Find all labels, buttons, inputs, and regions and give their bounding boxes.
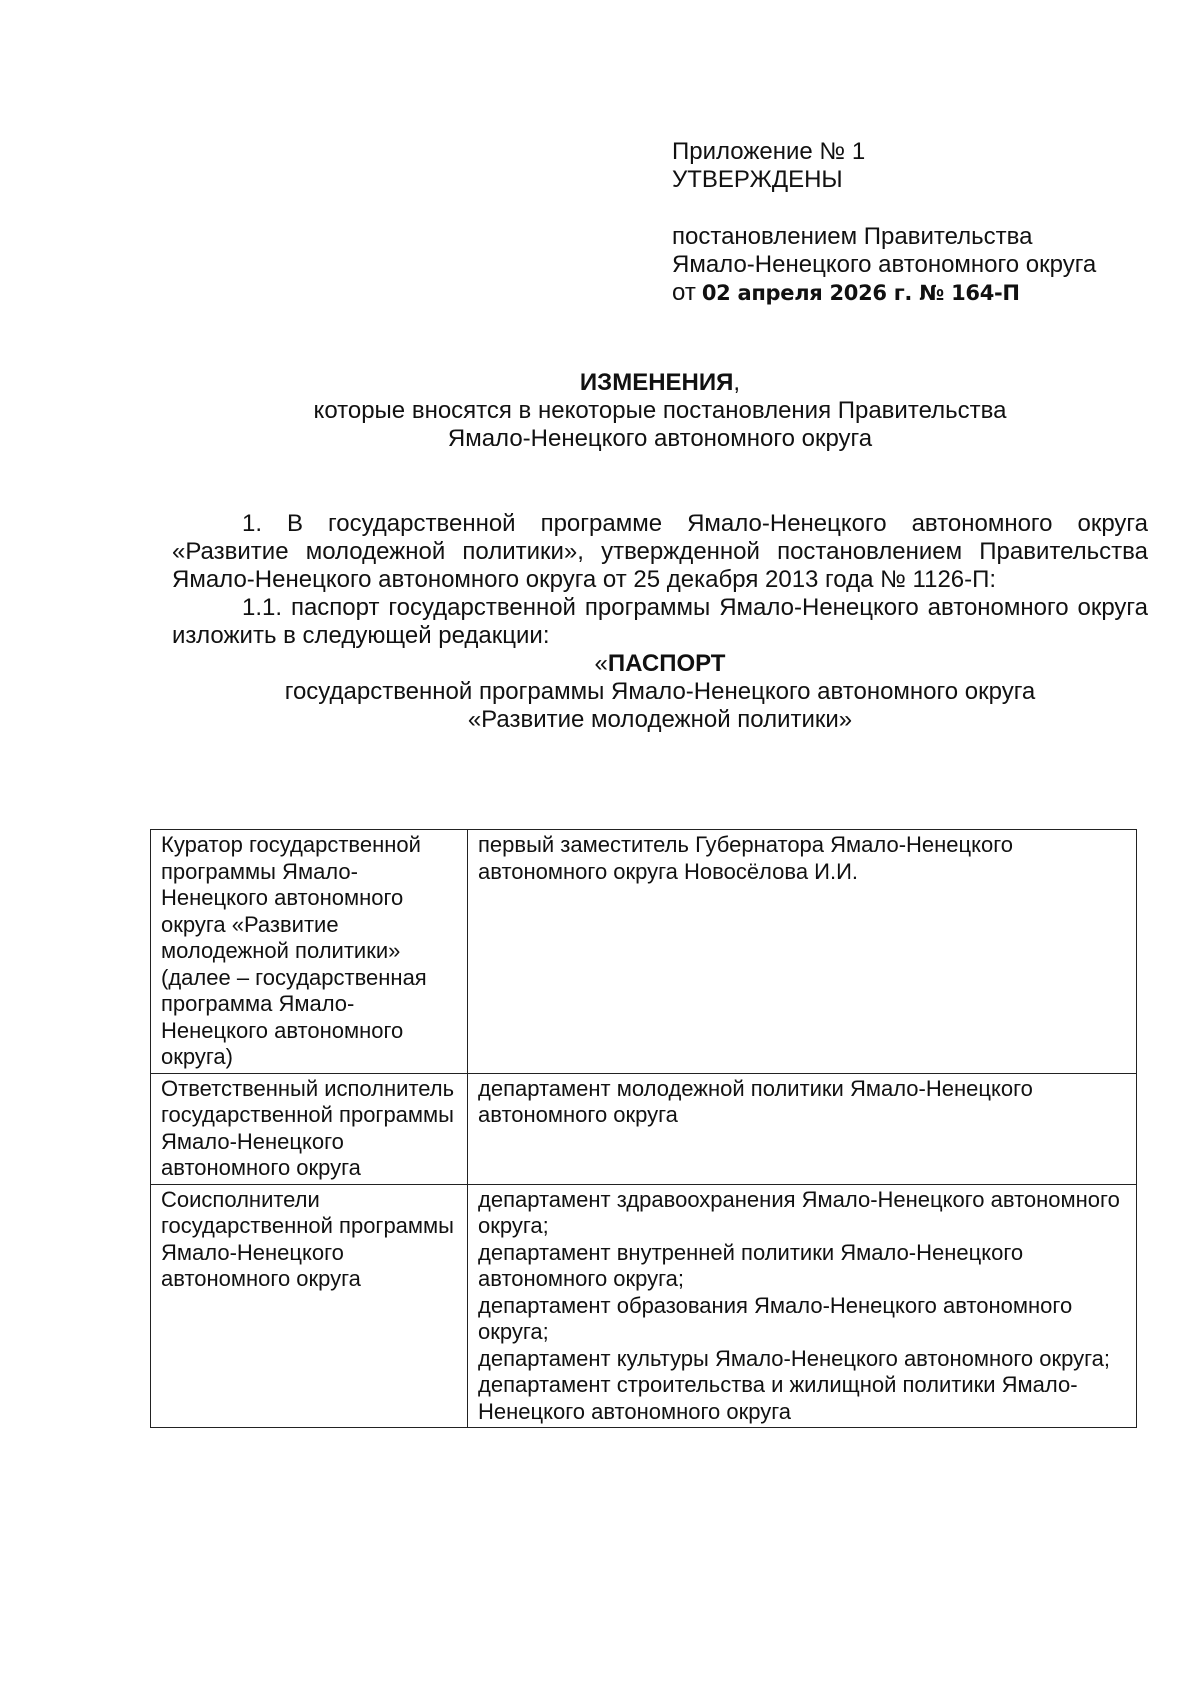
passport-title: ПАСПОРТ [607,650,726,677]
value-line: департамент молодежной политики Ямало-Ненецкого автономного округа [478,1075,1033,1127]
approval-stamp [672,138,1172,307]
value-line: первый заместитель Губернатора Ямало-Ненецкого автономного округа Новосёлова И.И. [478,832,1014,884]
value-line: департамент культуры Ямало-Ненецкого автономного округа; [478,1345,1110,1371]
value-line: департамент образования Ямало-Ненецкого автономного округа; [478,1292,1073,1344]
row-label-curator: Куратор государственной программы Ямало-Ненецкого автономного округа «Развитие молодежной политики» (далее – государственная программа Ямало-Ненецкого автономного округа) [151,830,468,1074]
approved-label: УТВЕРЖДЕНЫ [672,166,843,193]
row-label-coexecutors: Соисполнители государственной программы Ямало-Ненецкого автономного округа [151,1184,468,1428]
passport-title-block [172,650,1148,734]
value-line: департамент здравоохранения Ямало-Ненецкого автономного округа; [478,1186,1120,1238]
approval-spacer [672,194,1172,223]
heading-title-line [170,369,1150,397]
table-row [151,1073,1137,1184]
value-line: департамент строительства и жилищной политики Ямало-Ненецкого автономного округа [478,1372,1078,1424]
table-row [151,1184,1137,1428]
heading-subtitle-line-2: Ямало-Ненецкого автономного округа [447,425,873,452]
document-body [172,510,1148,734]
decree-prefix: от [672,279,696,306]
row-label-responsible: Ответственный исполнитель государственной программы Ямало-Ненецкого автономного округа [151,1073,468,1184]
decree-date-number: 02 апреля 2026 г. № 164-П [701,281,1020,305]
row-value-curator [468,830,1137,1074]
decree-date-line [672,279,1172,307]
passport-subtitle-line-2: «Развитие молодежной политики» [467,706,853,733]
heading-subtitle-line-1: которые вносятся в некоторые постановления Правительства [313,397,1007,424]
passport-open-quote: « [594,650,608,677]
appendix-label: Приложение № 1 [672,138,866,165]
row-value-responsible [468,1073,1137,1184]
passport-table [150,829,1137,1428]
passport-title-line [172,650,1148,678]
passport-subtitle-line-1: государственной программы Ямало-Ненецкого автономного округа [284,678,1036,705]
document-heading [170,369,1150,453]
heading-title-suffix: , [733,369,741,396]
decree-line-2: Ямало-Ненецкого автономного округа [672,251,1097,278]
decree-line-1: постановлением Правительства [672,223,1033,250]
paragraph-1: 1. В государственной программе Ямало-Ненецкого автономного округа «Развитие молодежной политики», утвержденной постановлением Правительства Ямало-Ненецкого автономного округа от 25 декабря 2013 года № 1126-П: [172,510,1148,593]
heading-title: ИЗМЕНЕНИЯ [579,369,734,396]
table-row [151,830,1137,1074]
row-value-coexecutors [468,1184,1137,1428]
value-line: департамент внутренней политики Ямало-Ненецкого автономного округа; [478,1239,1024,1291]
paragraph-1-1: 1.1. паспорт государственной программы Ямало-Ненецкого автономного округа изложить в следующей редакции: [172,594,1148,649]
